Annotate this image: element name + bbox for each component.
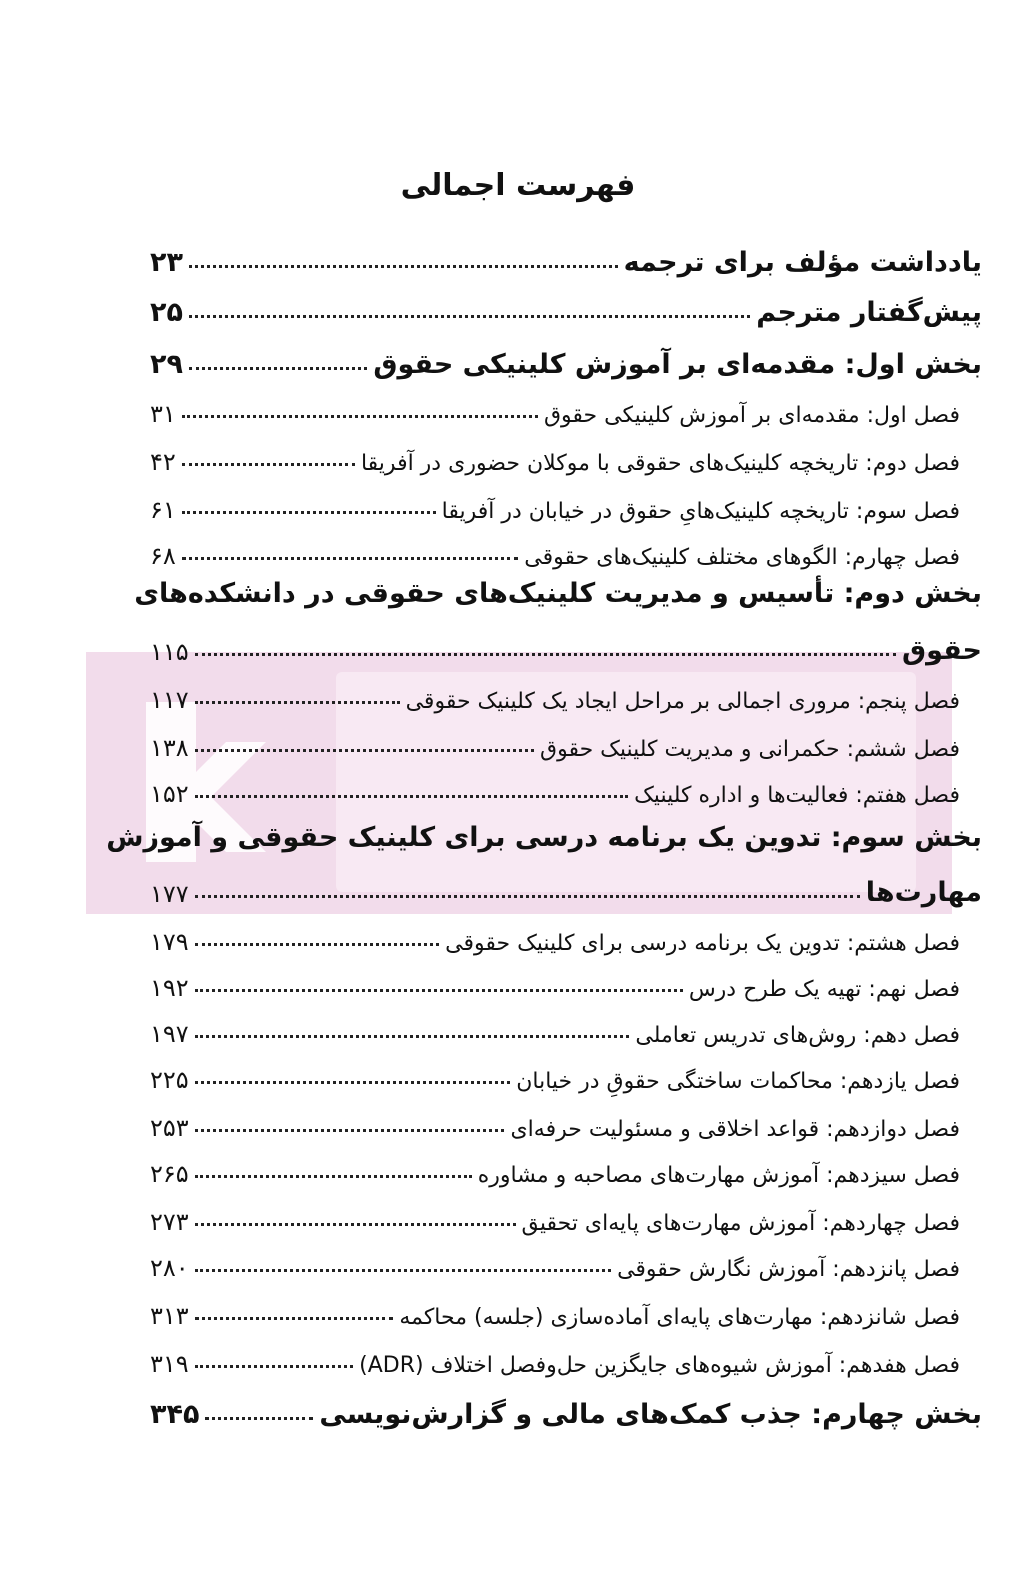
toc-entry-chapter-17[interactable] xyxy=(150,1336,960,1378)
toc-entry-page: ۳۱ xyxy=(150,400,176,428)
toc-leader-dots xyxy=(195,1175,472,1178)
toc-entry-author-note[interactable] xyxy=(150,236,982,278)
toc-entry-page: ۲۸۰ xyxy=(150,1254,189,1282)
toc-entry-chapter-9[interactable] xyxy=(150,960,960,1002)
toc-entry-page: ۱۷۹ xyxy=(150,928,189,956)
toc-entry-label: یادداشت مؤلف برای ترجمه xyxy=(623,247,982,278)
toc-entry-label: فصل دوم: تاریخچه کلینیک‌های حقوقی با موکلان حضوری در آفریقا xyxy=(360,451,960,476)
toc-leader-dots xyxy=(205,1417,313,1420)
toc-entry-part-1[interactable] xyxy=(150,338,982,380)
toc-leader-dots xyxy=(189,315,750,318)
toc-entry-page: ۱۹۷ xyxy=(150,1020,189,1048)
toc-entry-page: ۲۹ xyxy=(150,349,183,380)
toc-entry-chapter-4[interactable] xyxy=(150,528,960,570)
toc-entry-label: فصل دوازدهم: قواعد اخلاقی و مسئولیت حرفه‌ای xyxy=(510,1117,960,1142)
toc-entry-chapter-1[interactable] xyxy=(150,386,960,428)
toc-leader-dots xyxy=(195,1223,516,1226)
toc-entry-chapter-14[interactable] xyxy=(150,1194,960,1236)
toc-entry-page: ۱۳۸ xyxy=(150,734,189,762)
toc-entry-page: ۱۱۵ xyxy=(150,638,189,666)
toc-leader-dots xyxy=(195,1035,630,1038)
toc-entry-part-2[interactable] xyxy=(150,624,982,666)
toc-entry-page: ۳۴۵ xyxy=(150,1399,200,1430)
toc-entry-label: بخش اول: مقدمه‌ای بر آموزش کلینیکی حقوق xyxy=(373,349,982,380)
toc-entry-label: فصل نهم: تهیه یک طرح درس xyxy=(688,977,960,1002)
toc-leader-dots xyxy=(189,367,367,370)
toc-entry-label: فصل دهم: روش‌های تدریس تعاملی xyxy=(635,1023,960,1048)
toc-entry-label: فصل یازدهم: محاکمات ساختگی حقوقِ در خیابان xyxy=(516,1069,960,1094)
toc-entry-chapter-16[interactable] xyxy=(150,1288,960,1330)
toc-entry-page: ۱۵۲ xyxy=(150,780,189,808)
toc-entry-label: فصل سیزدهم: آموزش مهارت‌های مصاحبه و مشاوره xyxy=(477,1163,960,1188)
toc-entry-chapter-6[interactable] xyxy=(150,720,960,762)
toc-leader-dots xyxy=(195,749,534,752)
toc-entry-label: فصل شانزدهم: مهارت‌های پایه‌ای آماده‌سازی (جلسه) محاکمه xyxy=(399,1305,960,1330)
toc-entry-label: فصل چهاردهم: آموزش مهارت‌های پایه‌ای تحقیق xyxy=(521,1211,960,1236)
toc-entry-chapter-5[interactable] xyxy=(150,672,960,714)
toc-entry-chapter-8[interactable] xyxy=(150,914,960,956)
toc-leader-dots xyxy=(195,989,683,992)
toc-entry-chapter-12[interactable] xyxy=(150,1100,960,1142)
toc-entry-label: بخش چهارم: جذب کمک‌های مالی و گزارش‌نویسی xyxy=(319,1399,982,1430)
toc-entry-part-4[interactable] xyxy=(150,1388,982,1430)
toc-leader-dots xyxy=(195,795,628,798)
toc-leader-dots xyxy=(182,415,538,418)
toc-entry-page: ۶۸ xyxy=(150,542,176,570)
toc-leader-dots xyxy=(182,463,355,466)
toc-leader-dots xyxy=(195,701,400,704)
toc-entry-label: فصل پنجم: مروری اجمالی بر مراحل ایجاد یک کلینیک حقوقی xyxy=(405,689,960,714)
toc-entry-page: ۳۱۳ xyxy=(150,1302,189,1330)
toc-entry-chapter-13[interactable] xyxy=(150,1146,960,1188)
toc-leader-dots xyxy=(182,557,519,560)
toc-leader-dots xyxy=(195,943,439,946)
toc-entry-label: مهارت‌ها xyxy=(865,877,982,908)
toc-entry-page: ۱۷۷ xyxy=(150,880,189,908)
toc-leader-dots xyxy=(182,511,436,514)
toc-entry-page: ۲۵ xyxy=(150,297,183,328)
toc-entry-label: فصل اول: مقدمه‌ای بر آموزش کلینیکی حقوق xyxy=(543,403,960,428)
toc-entry-label: فصل ششم: حکمرانی و مدیریت کلینیک حقوق xyxy=(540,737,960,762)
toc-entry-page: ۲۲۵ xyxy=(150,1066,189,1094)
toc-leader-dots xyxy=(195,1317,394,1320)
toc-entry-translator-preface[interactable] xyxy=(150,286,982,328)
toc-entry-chapter-2[interactable] xyxy=(150,434,960,476)
toc-entry-label: فصل هفتم: فعالیت‌ها و اداره کلینیک xyxy=(634,783,960,808)
toc-entry-label: فصل هشتم: تدوین یک برنامه درسی برای کلینیک حقوقی xyxy=(445,931,960,956)
toc-entry-page: ۶۱ xyxy=(150,496,176,524)
toc-entry-label: فصل سوم: تاریخچه کلینیک‌هایِ حقوق در خیابان در آفریقا xyxy=(441,499,960,524)
toc-entry-page: ۳۱۹ xyxy=(150,1350,189,1378)
toc-entry-label: فصل چهارم: الگوهای مختلف کلینیک‌های حقوقی xyxy=(524,545,960,570)
toc-leader-dots xyxy=(195,653,896,656)
toc-entry-label: پیش‌گفتار مترجم xyxy=(756,297,982,328)
toc-entry-page: ۲۶۵ xyxy=(150,1160,189,1188)
toc-leader-dots xyxy=(195,1129,505,1132)
toc-entry-page: ۱۹۲ xyxy=(150,974,189,1002)
toc-entry-chapter-3[interactable] xyxy=(150,482,960,524)
toc-leader-dots xyxy=(195,1365,353,1368)
toc-entry-chapter-7[interactable] xyxy=(150,766,960,808)
toc-entry-chapter-10[interactable] xyxy=(150,1006,960,1048)
toc-entry-page: ۲۷۳ xyxy=(150,1208,189,1236)
toc-entry-label: فصل هفدهم: آموزش شیوه‌های جایگزین حل‌وفصل اختلاف (ADR) xyxy=(359,1353,960,1378)
toc-leader-dots xyxy=(195,1269,611,1272)
toc-entry-page: ۴۲ xyxy=(150,448,176,476)
toc-leader-dots xyxy=(189,265,618,268)
toc-entry-part-3[interactable] xyxy=(150,866,982,908)
toc-leader-dots xyxy=(195,1081,511,1084)
toc-entry-page: ۱۱۷ xyxy=(150,686,189,714)
toc-entry-page: ۲۳ xyxy=(150,247,183,278)
toc-entry-chapter-11[interactable] xyxy=(150,1052,960,1094)
toc-entry-part-3-line1[interactable]: بخش سوم: تدوین یک برنامه درسی برای کلینیک حقوقی و آموزش xyxy=(106,822,982,853)
toc-leader-dots xyxy=(195,895,860,898)
page-title: فهرست اجمالی xyxy=(400,168,636,203)
toc-entry-page: ۲۵۳ xyxy=(150,1114,189,1142)
toc-entry-chapter-15[interactable] xyxy=(150,1240,960,1282)
toc-entry-part-2-line1[interactable]: بخش دوم: تأسیس و مدیریت کلینیک‌های حقوقی در دانشکده‌های xyxy=(134,578,982,609)
toc-entry-label: حقوق xyxy=(902,635,982,666)
toc-entry-label: فصل پانزدهم: آموزش نگارش حقوقی xyxy=(617,1257,960,1282)
